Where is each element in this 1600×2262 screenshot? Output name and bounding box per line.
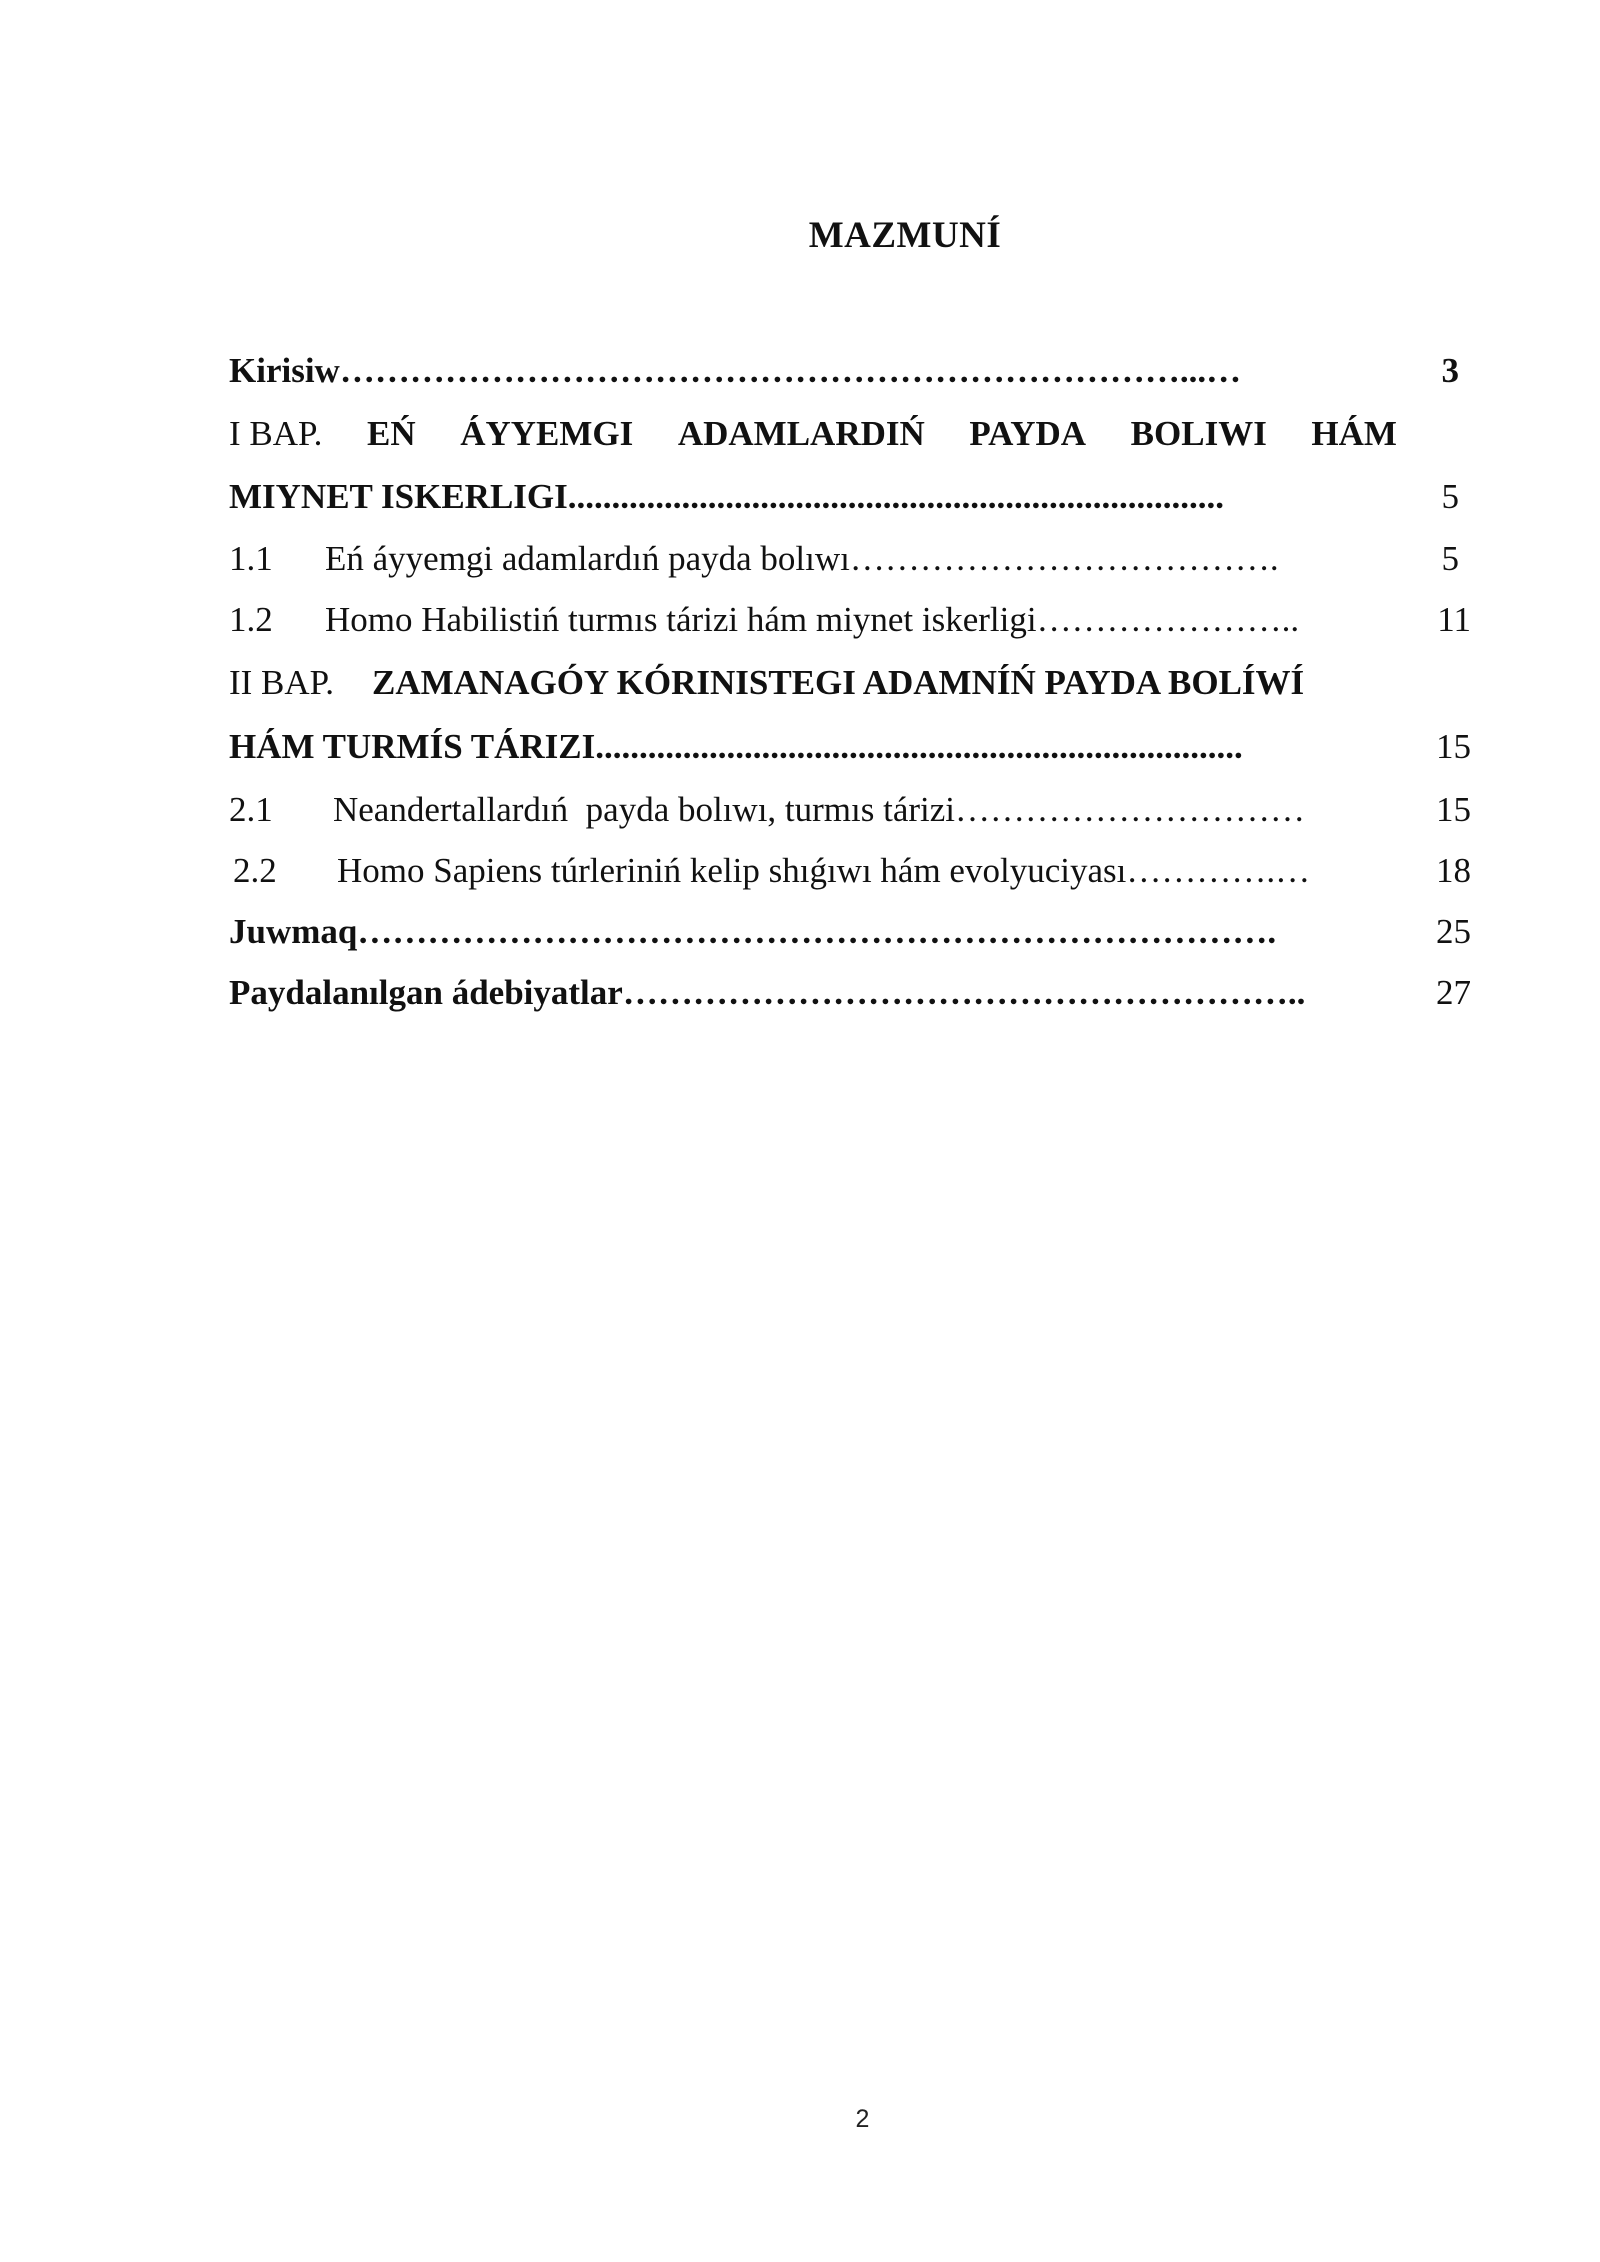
- section-number: 1.1: [229, 539, 273, 578]
- chapter-title-line1: ZAMANAGÓY KÓRINISTEGI ADAMNÍŃ PAYDA BOLÍWÍ: [372, 663, 1305, 702]
- toc-entry-section-2-1: [229, 779, 1469, 840]
- chapter-title-word: PAYDA: [969, 414, 1087, 453]
- toc-chapter-2-heading: [229, 650, 1469, 715]
- chapter-title-word: ADAMLARDIŃ: [677, 414, 925, 453]
- page-number-footer: 2: [855, 2105, 870, 2133]
- chapter-title-word: BOLIWI: [1130, 414, 1267, 453]
- chapter-prefix: II BAP.: [229, 663, 335, 702]
- toc-page-number: 5: [1441, 539, 1459, 578]
- toc-page-number: 27: [1436, 973, 1471, 1012]
- toc-entry-text: [229, 340, 1241, 401]
- toc-entry-section-2-2: [229, 840, 1469, 901]
- page-title: MAZMUNÍ: [808, 215, 1002, 256]
- chapter-title-line2: MIYNET ISKERLIGI: [229, 477, 568, 516]
- toc-entry-text: [233, 840, 1310, 901]
- toc-leader-dots: …………………………: [955, 790, 1306, 829]
- toc-page-number: 15: [1436, 727, 1471, 766]
- toc-chapter-2-continuation: [229, 715, 1469, 779]
- toc-entry-section-1-1: [229, 528, 1469, 589]
- toc-page-number: 25: [1436, 912, 1471, 951]
- toc-leader-dots: ..........................................................................: [595, 727, 1243, 766]
- section-number: 2.1: [229, 790, 273, 829]
- section-number: 2.2: [233, 851, 277, 890]
- toc-entry-label: Eń áyyemgi adamlardıń payda bolıwı: [325, 539, 850, 578]
- toc-page-number: 5: [1441, 477, 1459, 516]
- chapter-title-word: ÁYYEMGI: [460, 414, 634, 453]
- toc-chapter-1-continuation: [229, 466, 1469, 528]
- toc-entry-paydalanilgan: [229, 962, 1469, 1023]
- toc-entry-section-1-2: [229, 589, 1469, 650]
- toc-leader-dots: ………….…: [1126, 851, 1311, 890]
- toc-chapter-1-heading: [229, 401, 1469, 466]
- toc-leader-dots: …………………..: [1036, 600, 1300, 639]
- toc-entry-text: [229, 589, 1299, 650]
- toc-page-number: 11: [1437, 600, 1471, 639]
- toc-page-number: 18: [1436, 851, 1471, 890]
- toc-entry-label: Homo Habilistiń turmıs tárizi hám miynet iskerligi: [325, 600, 1037, 639]
- chapter-title-line2: HÁM TURMÍS TÁRIZI: [229, 727, 596, 766]
- chapter-title-word: EŃ: [366, 414, 416, 453]
- toc-entry-label: Homo Sapiens túrleriniń kelip shıǵıwı hám evolyuciyası: [337, 851, 1127, 890]
- toc-leader-dots: ...........................................................................: [567, 477, 1225, 516]
- toc-entry-label: Juwmaq: [229, 912, 358, 951]
- chapter-title-word: HÁM: [1311, 414, 1397, 453]
- chapter-prefix: I BAP.: [229, 414, 323, 453]
- toc-entry-text: [229, 528, 1279, 589]
- toc-entry-text: [229, 962, 1305, 1023]
- toc-leader-dots: ………………………………………………………………...…: [339, 351, 1242, 390]
- toc-entry-text: [229, 715, 1243, 779]
- toc-leader-dots: …………………………………………………………………….: [357, 912, 1277, 951]
- toc-entry-text: [229, 466, 1224, 527]
- section-number: 1.2: [229, 600, 273, 639]
- toc-entry-text: [229, 779, 1305, 840]
- toc-entry-kirisiw: [229, 340, 1469, 401]
- table-of-contents: [229, 340, 1469, 1023]
- toc-entry-text: [229, 901, 1276, 962]
- toc-leader-dots: …………………………………………………..: [622, 973, 1306, 1012]
- toc-page-number: 15: [1436, 790, 1471, 829]
- toc-leader-dots: ……………………………….: [849, 539, 1279, 578]
- toc-entry-juwmaq: [229, 901, 1469, 962]
- toc-page-number: 3: [1441, 351, 1459, 390]
- toc-entry-label: Kirisiw: [229, 351, 340, 390]
- toc-entry-label: Neandertallardıń payda bolıwı, turmıs tárizi: [333, 790, 956, 829]
- toc-entry-label: Paydalanılgan ádebiyatlar: [229, 973, 623, 1012]
